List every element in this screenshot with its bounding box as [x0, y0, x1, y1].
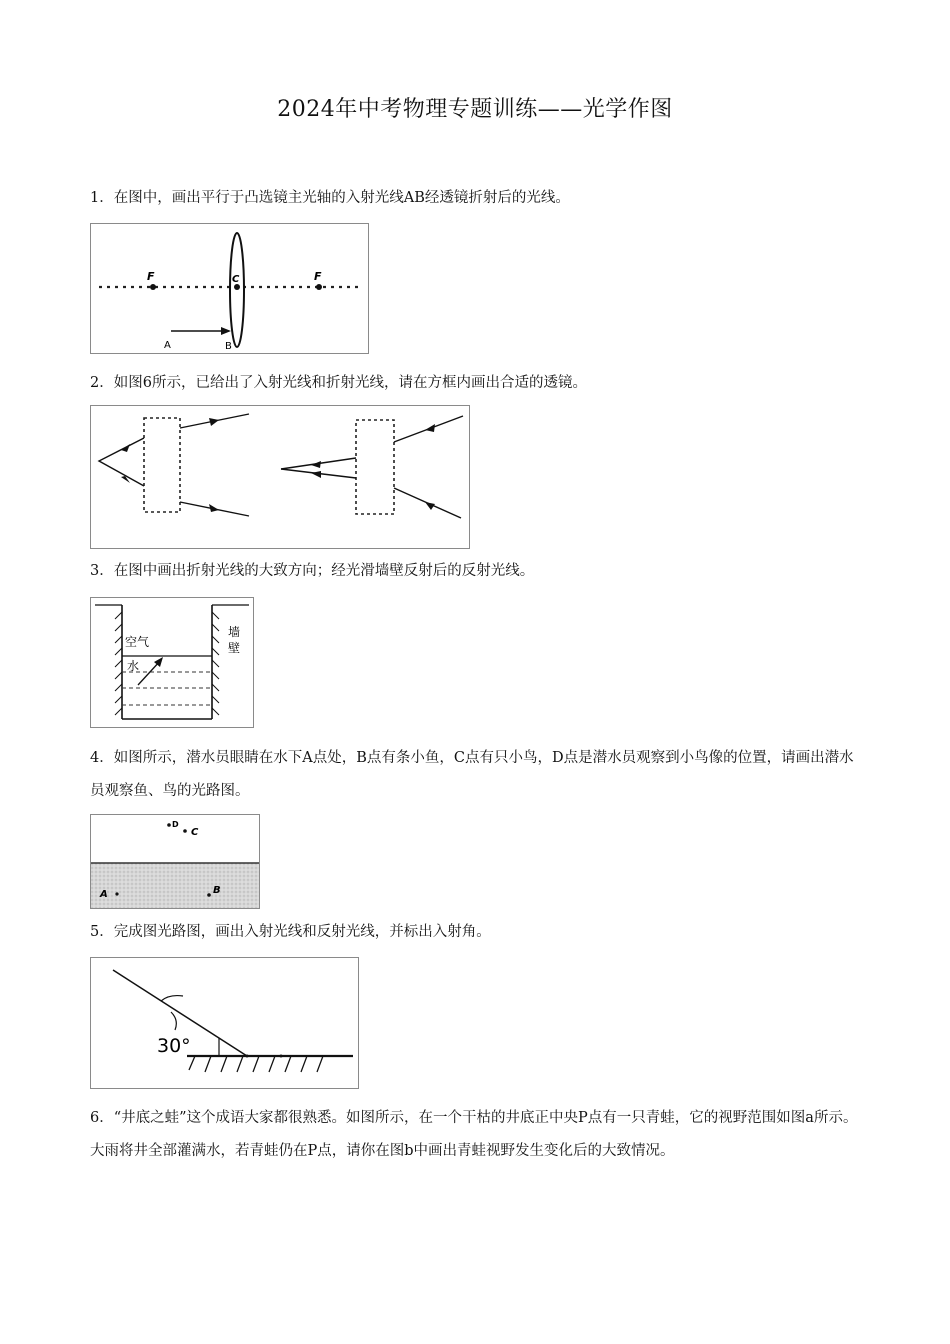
air-label: 空气 — [125, 635, 150, 649]
focus-right-point — [316, 284, 322, 290]
figure-3-water-tank — [90, 597, 254, 728]
focus-left-label: F — [147, 270, 155, 283]
wall-label-2: 壁 — [228, 641, 241, 655]
point-a-label: A — [100, 889, 108, 900]
figure-5-mirror — [90, 957, 359, 1089]
question-5-text: 5．完成图光路图，画出入射光线和反射光线，并标出入射角。 — [90, 924, 491, 940]
question-2-text: 2．如图6所示，已给出了入射光线和折射光线，请在方框内画出合适的透镜。 — [90, 375, 587, 391]
point-b-label: B — [225, 341, 232, 352]
question-3-text: 3．在图中画出折射光线的大致方向；经光滑墙壁反射后的反射光线。 — [90, 563, 535, 579]
figure-4-diver — [90, 814, 260, 909]
box-right — [356, 420, 394, 514]
water-region — [91, 863, 259, 908]
center-label: C — [232, 274, 240, 285]
question-6-text: 6．“井底之蛙”这个成语大家都很熟悉。如图所示，在一个干枯的井底正中央P点有一只青蛙，它的视野范围如图a所示。大雨将井全部灌满水，若青蛙仍在P点，请你在图b中画出青蛙视野发生变化后的大致情况。 — [90, 1110, 858, 1159]
incident-rays-left — [99, 438, 144, 486]
box-left — [144, 418, 180, 512]
question-1-text: 1．在图中，画出平行于凸选镜主光轴的入射光线AB经透镜折射后的光线。 — [90, 190, 570, 206]
wall-label-1: 墙 — [228, 625, 241, 639]
point-b — [207, 893, 211, 897]
point-d-label: D — [172, 820, 179, 829]
focus-left-point — [150, 284, 156, 290]
figure-2-lens-boxes — [90, 405, 470, 549]
point-d — [167, 823, 171, 827]
figure-1-convex-lens — [90, 223, 369, 354]
question-4-text: 4．如图所示，潜水员眼睛在水下A点处，B点有条小鱼，C点有只小鸟，D点是潜水员观察到小鸟像的位置，请画出潜水员观察鱼、鸟的光路图。 — [90, 750, 854, 799]
focus-right-label: F — [314, 270, 322, 283]
point-c-label: C — [191, 827, 199, 838]
angle-label: 30° — [157, 1035, 191, 1057]
point-c — [183, 829, 187, 833]
page-title: 2024年中考物理专题训练——光学作图 — [277, 97, 673, 122]
point-a — [115, 892, 118, 895]
water-label: 水 — [127, 659, 140, 673]
point-b-label: B — [213, 885, 221, 896]
ray-arrow — [221, 327, 231, 335]
point-a-label: A — [164, 340, 171, 351]
